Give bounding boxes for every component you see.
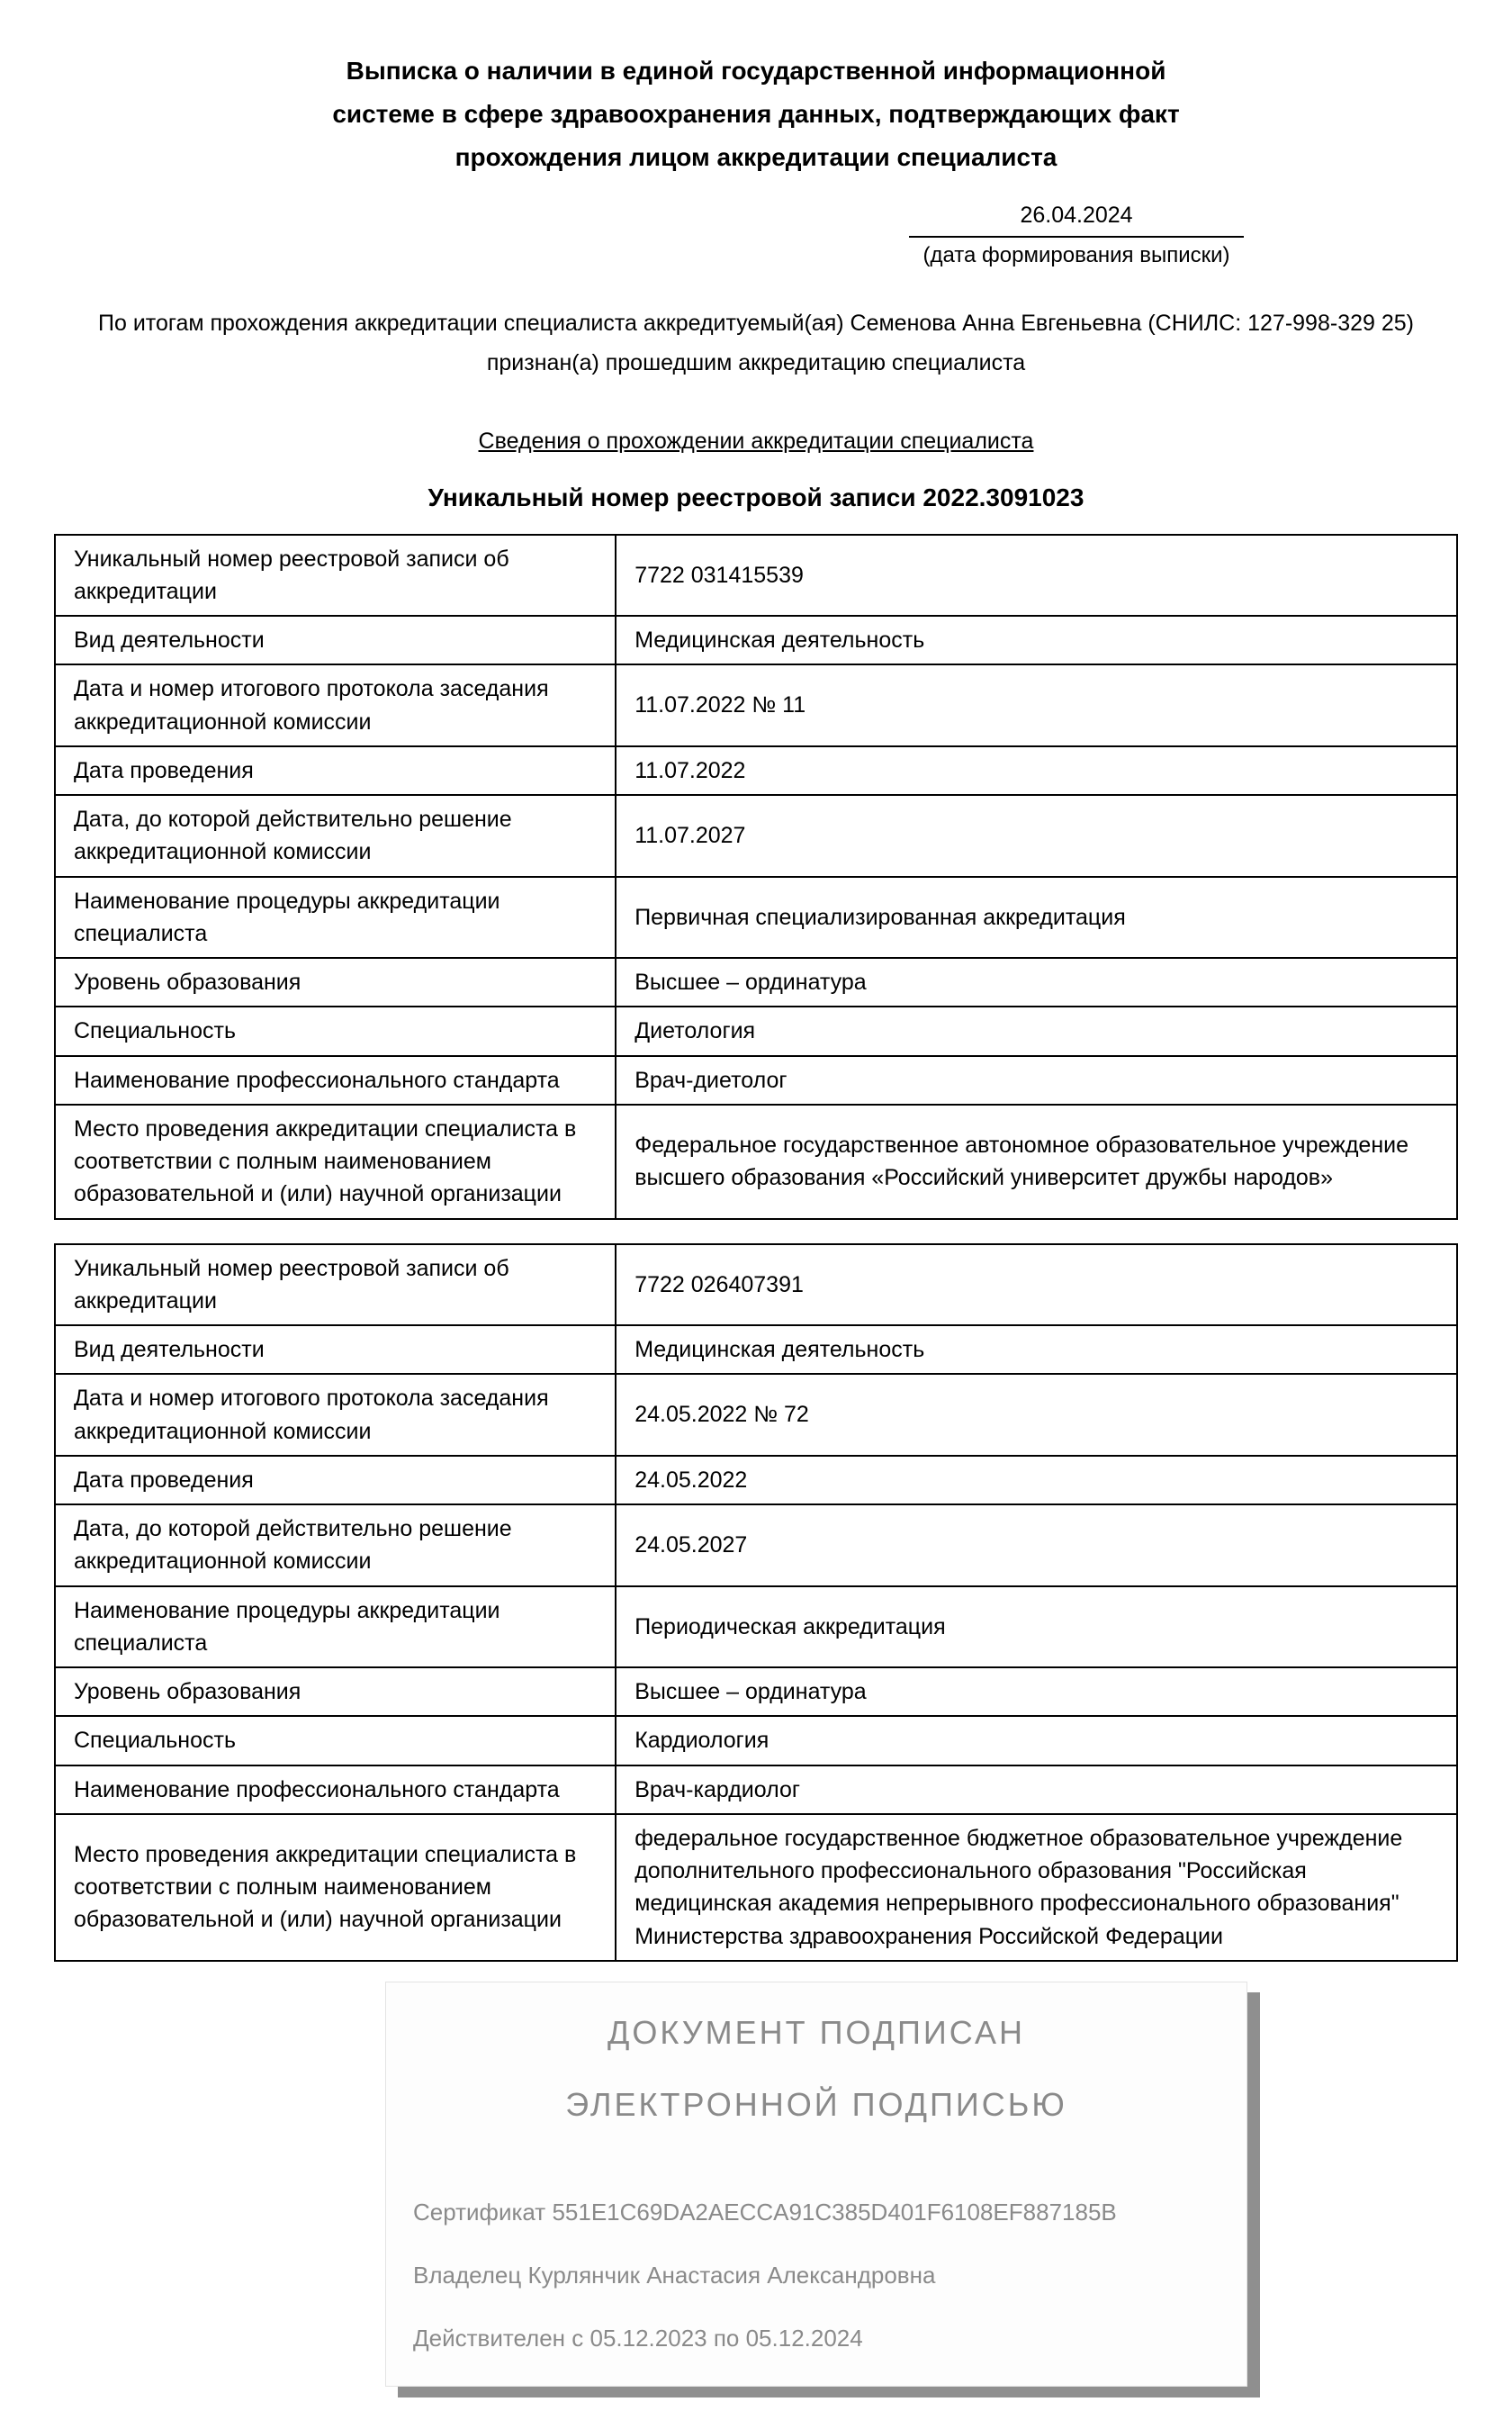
document-title xyxy=(54,50,1458,179)
row-label: Наименование процедуры аккредитации специалиста xyxy=(55,877,616,959)
row-value: Медицинская деятельность xyxy=(616,616,1457,664)
row-label: Уровень образования xyxy=(55,958,616,1007)
validity-line: Действителен с 05.12.2023 по 05.12.2024 xyxy=(413,2324,863,2352)
row-label: Специальность xyxy=(55,1007,616,1055)
table-row xyxy=(55,958,1457,1007)
owner-line: Владелец Курлянчик Анастасия Александровна xyxy=(413,2261,936,2289)
row-label: Вид деятельности xyxy=(55,1325,616,1374)
row-value: 7722 031415539 xyxy=(616,535,1457,617)
row-value: Высшее – ординатура xyxy=(616,1667,1457,1716)
row-value: 11.07.2027 xyxy=(616,795,1457,877)
signature-status-line-1: ДОКУМЕНТ ПОДПИСАН xyxy=(607,2013,1026,2051)
signature-stamp xyxy=(385,1982,1247,2387)
row-label: Вид деятельности xyxy=(55,616,616,664)
row-label: Дата и номер итогового протокола заседания аккредитационной комиссии xyxy=(55,664,616,746)
row-value: Медицинская деятельность xyxy=(616,1325,1457,1374)
table-row xyxy=(55,1504,1457,1586)
row-value: Периодическая аккредитация xyxy=(616,1586,1457,1668)
row-label: Дата проведения xyxy=(55,746,616,795)
table-row xyxy=(55,535,1457,617)
issue-date-caption: (дата формирования выписки) xyxy=(922,243,1230,267)
table-row xyxy=(55,1007,1457,1055)
row-label: Уровень образования xyxy=(55,1667,616,1716)
table-row xyxy=(55,616,1457,664)
intro-paragraph: По итогам прохождения аккредитации специалиста аккредитуемый(ая) Семенова Анна Евгеньевна (СНИЛС: 127-998-329 25) признан(а) прошедшим аккредитацию специалиста xyxy=(98,311,1414,375)
row-value: 11.07.2022 № 11 xyxy=(616,664,1457,746)
row-label: Уникальный номер реестровой записи об аккредитации xyxy=(55,535,616,617)
signature-status-line-2: ЭЛЕКТРОННОЙ ПОДПИСЬЮ xyxy=(565,2085,1067,2123)
row-label: Наименование процедуры аккредитации специалиста xyxy=(55,1586,616,1668)
row-label: Дата, до которой действительно решение аккредитационной комиссии xyxy=(55,1504,616,1586)
row-value: Врач-кардиолог xyxy=(616,1765,1457,1814)
record-number-title: Уникальный номер реестровой записи 2022.3091023 xyxy=(428,483,1084,511)
row-label: Место проведения аккредитации специалиста в соответствии с полным наименованием образовательной и (или) научной организации xyxy=(55,1814,616,1961)
row-label: Наименование профессионального стандарта xyxy=(55,1056,616,1105)
row-label: Уникальный номер реестровой записи об аккредитации xyxy=(55,1244,616,1326)
row-value: 7722 026407391 xyxy=(616,1244,1457,1326)
table-row xyxy=(55,877,1457,959)
table-row xyxy=(55,1456,1457,1504)
row-value: 11.07.2022 xyxy=(616,746,1457,795)
table-row xyxy=(55,664,1457,746)
row-value: Высшее – ординатура xyxy=(616,958,1457,1007)
row-value: 24.05.2027 xyxy=(616,1504,1457,1586)
row-value: 24.05.2022 xyxy=(616,1456,1457,1504)
accreditation-table-2 xyxy=(54,1243,1458,1962)
table-row xyxy=(55,1244,1457,1326)
table-row xyxy=(55,1716,1457,1765)
table-row xyxy=(55,1586,1457,1668)
table-row xyxy=(55,1765,1457,1814)
table-row xyxy=(55,1814,1457,1961)
accreditation-table-1 xyxy=(54,534,1458,1220)
document-title-line-1: Выписка о наличии в единой государственной информационной xyxy=(346,57,1166,85)
row-value: Кардиология xyxy=(616,1716,1457,1765)
row-value: 24.05.2022 № 72 xyxy=(616,1374,1457,1456)
table-row xyxy=(55,1056,1457,1105)
row-label: Дата проведения xyxy=(55,1456,616,1504)
row-label: Специальность xyxy=(55,1716,616,1765)
row-label: Наименование профессионального стандарта xyxy=(55,1765,616,1814)
row-value: Диетология xyxy=(616,1007,1457,1055)
row-value: федеральное государственное бюджетное образовательное учреждение дополнительного профессионального образования "Российская медицинская академия непрерывного профессионального образования" Министерства здравоохранения Российской Федерации xyxy=(616,1814,1457,1961)
table-row xyxy=(55,746,1457,795)
issue-date-block xyxy=(909,203,1244,268)
document-title-line-3: прохождения лицом аккредитации специалиста xyxy=(454,143,1058,171)
row-value: Врач-диетолог xyxy=(616,1056,1457,1105)
row-label: Место проведения аккредитации специалиста в соответствии с полным наименованием образовательной и (или) научной организации xyxy=(55,1105,616,1219)
row-value: Первичная специализированная аккредитация xyxy=(616,877,1457,959)
table-row xyxy=(55,1374,1457,1456)
table-row xyxy=(55,1667,1457,1716)
row-label: Дата, до которой действительно решение аккредитационной комиссии xyxy=(55,795,616,877)
row-value: Федеральное государственное автономное образовательное учреждение высшего образования «Российский университет дружбы народов» xyxy=(616,1105,1457,1219)
section-title: Сведения о прохождении аккредитации специалиста xyxy=(478,428,1034,454)
certificate-line: Сертификат 551E1C69DA2AECCA91C385D401F6108EF887185B xyxy=(413,2198,1117,2226)
row-label: Дата и номер итогового протокола заседания аккредитационной комиссии xyxy=(55,1374,616,1456)
issue-date: 26.04.2024 xyxy=(909,203,1244,238)
table-row xyxy=(55,1325,1457,1374)
document-title-line-2: системе в сфере здравоохранения данных, подтверждающих факт xyxy=(332,100,1180,128)
table-row xyxy=(55,1105,1457,1219)
table-row xyxy=(55,795,1457,877)
